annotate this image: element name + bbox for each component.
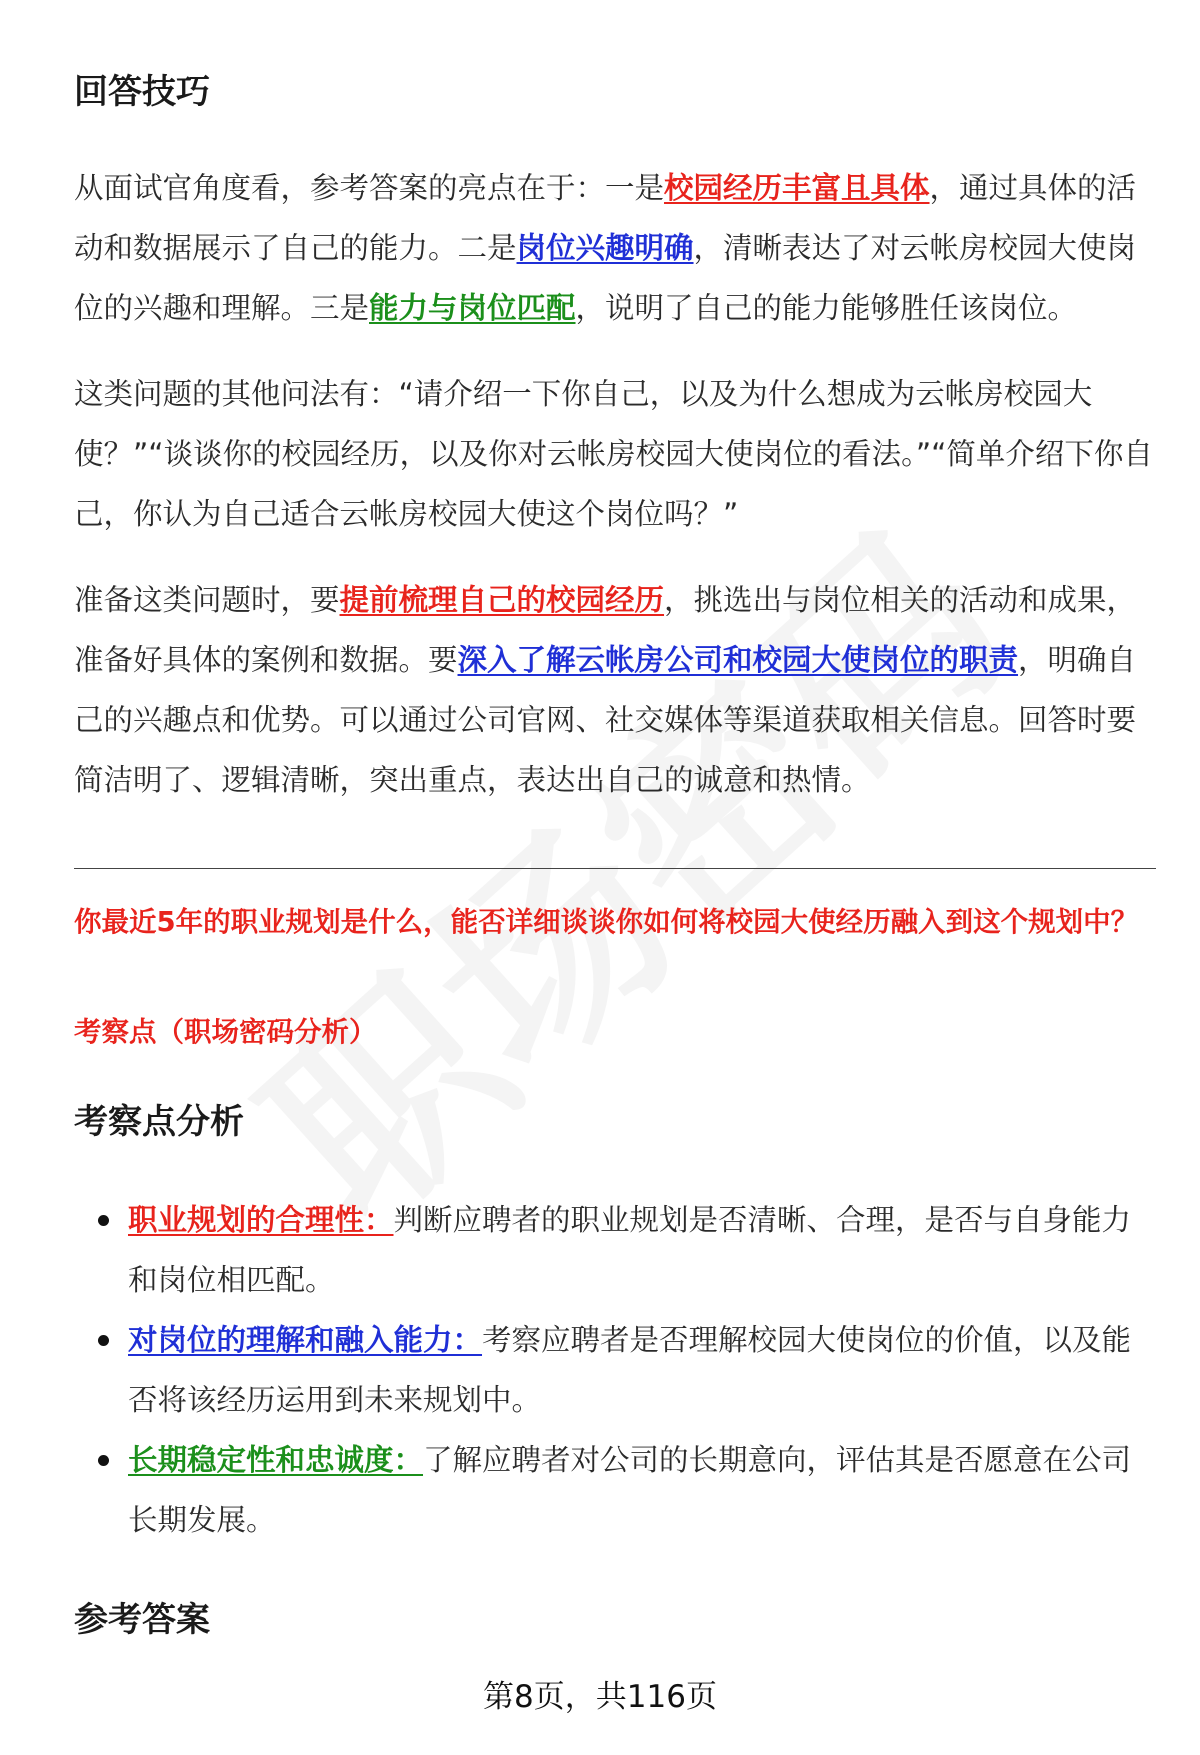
- page-number: 第8页，共116页: [483, 1679, 717, 1715]
- text-span: ，明确自己的兴趣点和优势。可以通过公司官网、社交媒体等渠道获取相关信息。回答时要简洁明了、逻辑清晰，突出重点，表达出自己的诚意和热情。: [74, 643, 1137, 797]
- point-label: 职业规划的合理性：: [128, 1203, 394, 1237]
- highlight-job-interest: 岗位兴趣明确: [516, 231, 694, 265]
- list-item: [74, 1190, 1156, 1310]
- text-span: ，说明了自己的能力能够胜任该岗位。: [575, 291, 1078, 325]
- highlight-ability-match: 能力与岗位匹配: [369, 291, 576, 325]
- point-text: 判断应聘者的职业规划是否清晰、合理，是否与自身能力和岗位相匹配。: [128, 1203, 1132, 1297]
- bullet-icon: [98, 1335, 109, 1346]
- text-span: ，挑选出与岗位相关的活动和成果，准备好具体的案例和数据。要: [74, 583, 1137, 677]
- text-span: 准备这类问题时，要: [74, 583, 340, 617]
- inspect-label: 考察点（职场密码分析）: [74, 1016, 377, 1048]
- point-text: 了解应聘者对公司的长期意向，评估其是否愿意在公司长期发展。: [128, 1443, 1132, 1537]
- page-content: [74, 60, 1156, 810]
- interview-question: 你最近5年的职业规划是什么，能否详细谈谈你如何将校园大使经历融入到这个规划中？: [74, 906, 1139, 938]
- bullet-icon: [98, 1455, 109, 1466]
- section-heading-tips: 回答技巧: [74, 72, 210, 112]
- tips-paragraph-1: [74, 158, 1156, 338]
- text-span: ，清晰表达了对云帐房校园大使岗位的兴趣和理解。三是: [74, 231, 1137, 325]
- point-label: 对岗位的理解和融入能力：: [128, 1323, 483, 1357]
- section-heading-answer: 参考答案: [74, 1600, 210, 1640]
- list-item: [74, 1310, 1156, 1430]
- text-span: 从面试官角度看，参考答案的亮点在于：一是: [74, 171, 665, 205]
- section-heading-analysis: 考察点分析: [74, 1102, 244, 1142]
- point-label: 长期稳定性和忠诚度：: [128, 1443, 424, 1477]
- text-span: ，通过具体的活动和数据展示了自己的能力。二是: [74, 171, 1137, 265]
- list-item: [74, 1430, 1156, 1550]
- highlight-understand-company: 深入了解云帐房公司和校园大使岗位的职责: [457, 643, 1019, 677]
- divider: [74, 868, 1156, 869]
- highlight-campus-experience: 校园经历丰富且具体: [664, 171, 930, 205]
- tips-paragraph-2: 这类问题的其他问法有：“请介绍一下你自己，以及为什么想成为云帐房校园大使？”“谈谈你的校园经历，以及你对云帐房校园大使岗位的看法。”“简单介绍下你自己，你认为自己适合云帐房校园大使这个岗位吗？”: [74, 377, 1153, 531]
- bullet-icon: [98, 1215, 109, 1226]
- point-text: 考察应聘者是否理解校园大使岗位的价值，以及能否将该经历运用到未来规划中。: [128, 1323, 1132, 1417]
- analysis-list: [74, 1190, 1156, 1550]
- tips-paragraph-3: [74, 570, 1156, 810]
- highlight-sort-experience: 提前梳理自己的校园经历: [339, 583, 665, 617]
